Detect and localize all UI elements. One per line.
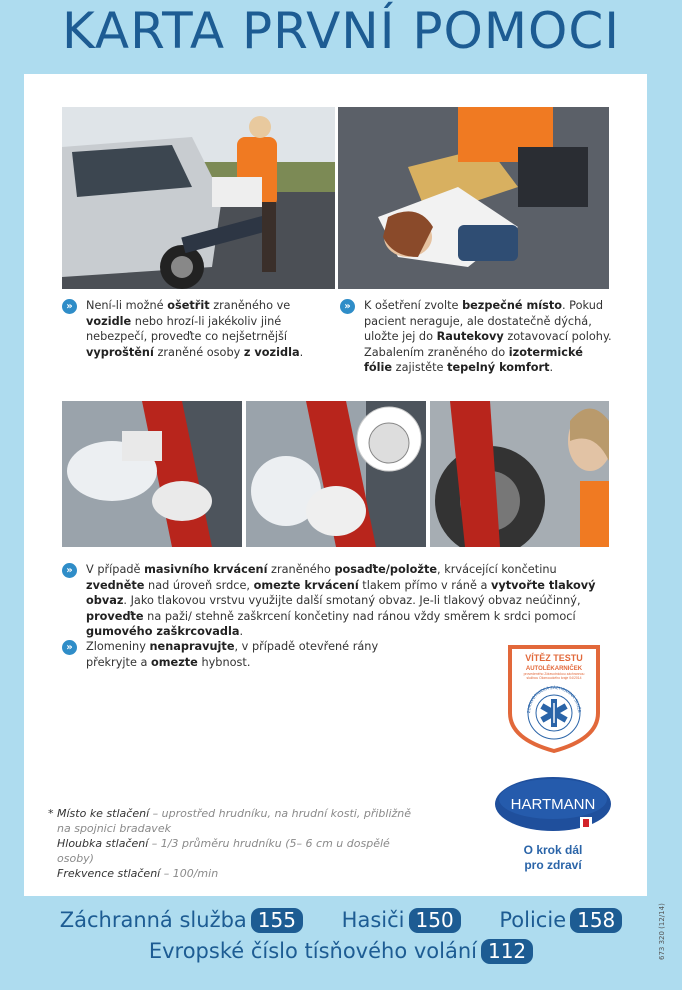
award-badge [506, 643, 602, 753]
emergency-numbers [0, 908, 682, 933]
photo-recovery-position [338, 107, 609, 289]
badge-ring-text: ZDRAVOTNICKÁ ZÁCHRANNÁ SLUŽB [525, 684, 583, 714]
badge-title: VÍTĚZ TESTU [525, 653, 583, 663]
european-label: Evropské číslo tísňového volání [148, 939, 477, 963]
badge-small-text: provedeného Zdravotnickou záchrannou službou Olomouckého kraje 04/2014 [523, 672, 585, 680]
service-police: Policie 158 [499, 908, 622, 933]
bullet-icon: » [62, 299, 77, 314]
number-badge: 150 [409, 908, 461, 933]
bullet-icon: » [340, 299, 355, 314]
photo-tourniquet [430, 401, 609, 547]
number-badge: 112 [481, 939, 533, 964]
slogan-line-1: O krok dál [523, 843, 583, 857]
note-key-rate: Frekvence stlačení [57, 867, 161, 880]
slogan-line-2: pro zdraví [524, 858, 582, 872]
note-val-place-2: na spojnici bradavek [57, 822, 171, 835]
page-title: KARTA PRVNÍ POMOCI [61, 2, 621, 60]
service-ambulance: Záchranná služba 155 [60, 908, 303, 933]
photo-vehicle-extraction [62, 107, 335, 289]
note-val-rate: – 100/min [160, 867, 219, 880]
note-key-place: * Místo ke stlačení [48, 807, 150, 820]
hartmann-logo [494, 775, 612, 833]
brand-slogan [500, 843, 606, 873]
paragraph-safe-place: K ošetření zvolte bezpečné místo. Pokud pacient neraguje, ale dostatečně dýchá, uložte jej do Rautekovy zotavovací polohy. Zabalením zraněného do izotermické fólie zajistěte tepelný komfort. [364, 299, 612, 374]
european-emergency-number [0, 939, 682, 964]
note-key-depth: Hloubka stlačení [57, 837, 149, 850]
paragraph-fractures: Zlomeniny nenapravujte, v případě otevřené rány překryjte a omezte hybnost. [86, 640, 379, 669]
note-val-place: – uprostřed hrudníku, na hrudní kosti, přibližně [149, 807, 412, 820]
cpr-note [48, 806, 428, 881]
brand-name: HARTMANN [510, 796, 596, 813]
bullet-icon: » [62, 563, 77, 578]
photo-pressure-bandage [246, 401, 426, 547]
photo-bleeding-dressing [62, 401, 242, 547]
badge-subtitle: AUTOLÉKARNIČEK [525, 666, 583, 672]
service-fire: Hasiči 150 [342, 908, 461, 933]
note-val-depth: – 1/3 průměru hrudníku (5– 6 cm u dospělé osoby) [57, 837, 390, 865]
bullet-icon: » [62, 640, 77, 655]
document-code: 673 320 (12/14) [658, 903, 666, 960]
paragraph-extraction: Není-li možné ošetřit zraněného ve vozidle nebo hrozí-li jakékoliv jiné nebezpečí, proveďte co nejšetrnější vyproštění zraněné osoby z vozidla. [86, 299, 304, 359]
paragraph-bleeding: V případě masivního krvácení zraněného posaďte/položte, krvácející končetinu zvedněte nad úroveň srdce, omezte krvácení tlakem přímo v ráně a vytvořte tlakový obvaz. Jako tlakovou vrstvu využijte další smotaný obvaz. Je-li tlakový obvaz neúčinný, proveďte na paži/ stehně zaškrcení končetiny nad ránou vždy směrem k srdci pomocí gumového zaškrcovadla. [86, 563, 596, 638]
number-badge: 155 [251, 908, 303, 933]
number-badge: 158 [570, 908, 622, 933]
